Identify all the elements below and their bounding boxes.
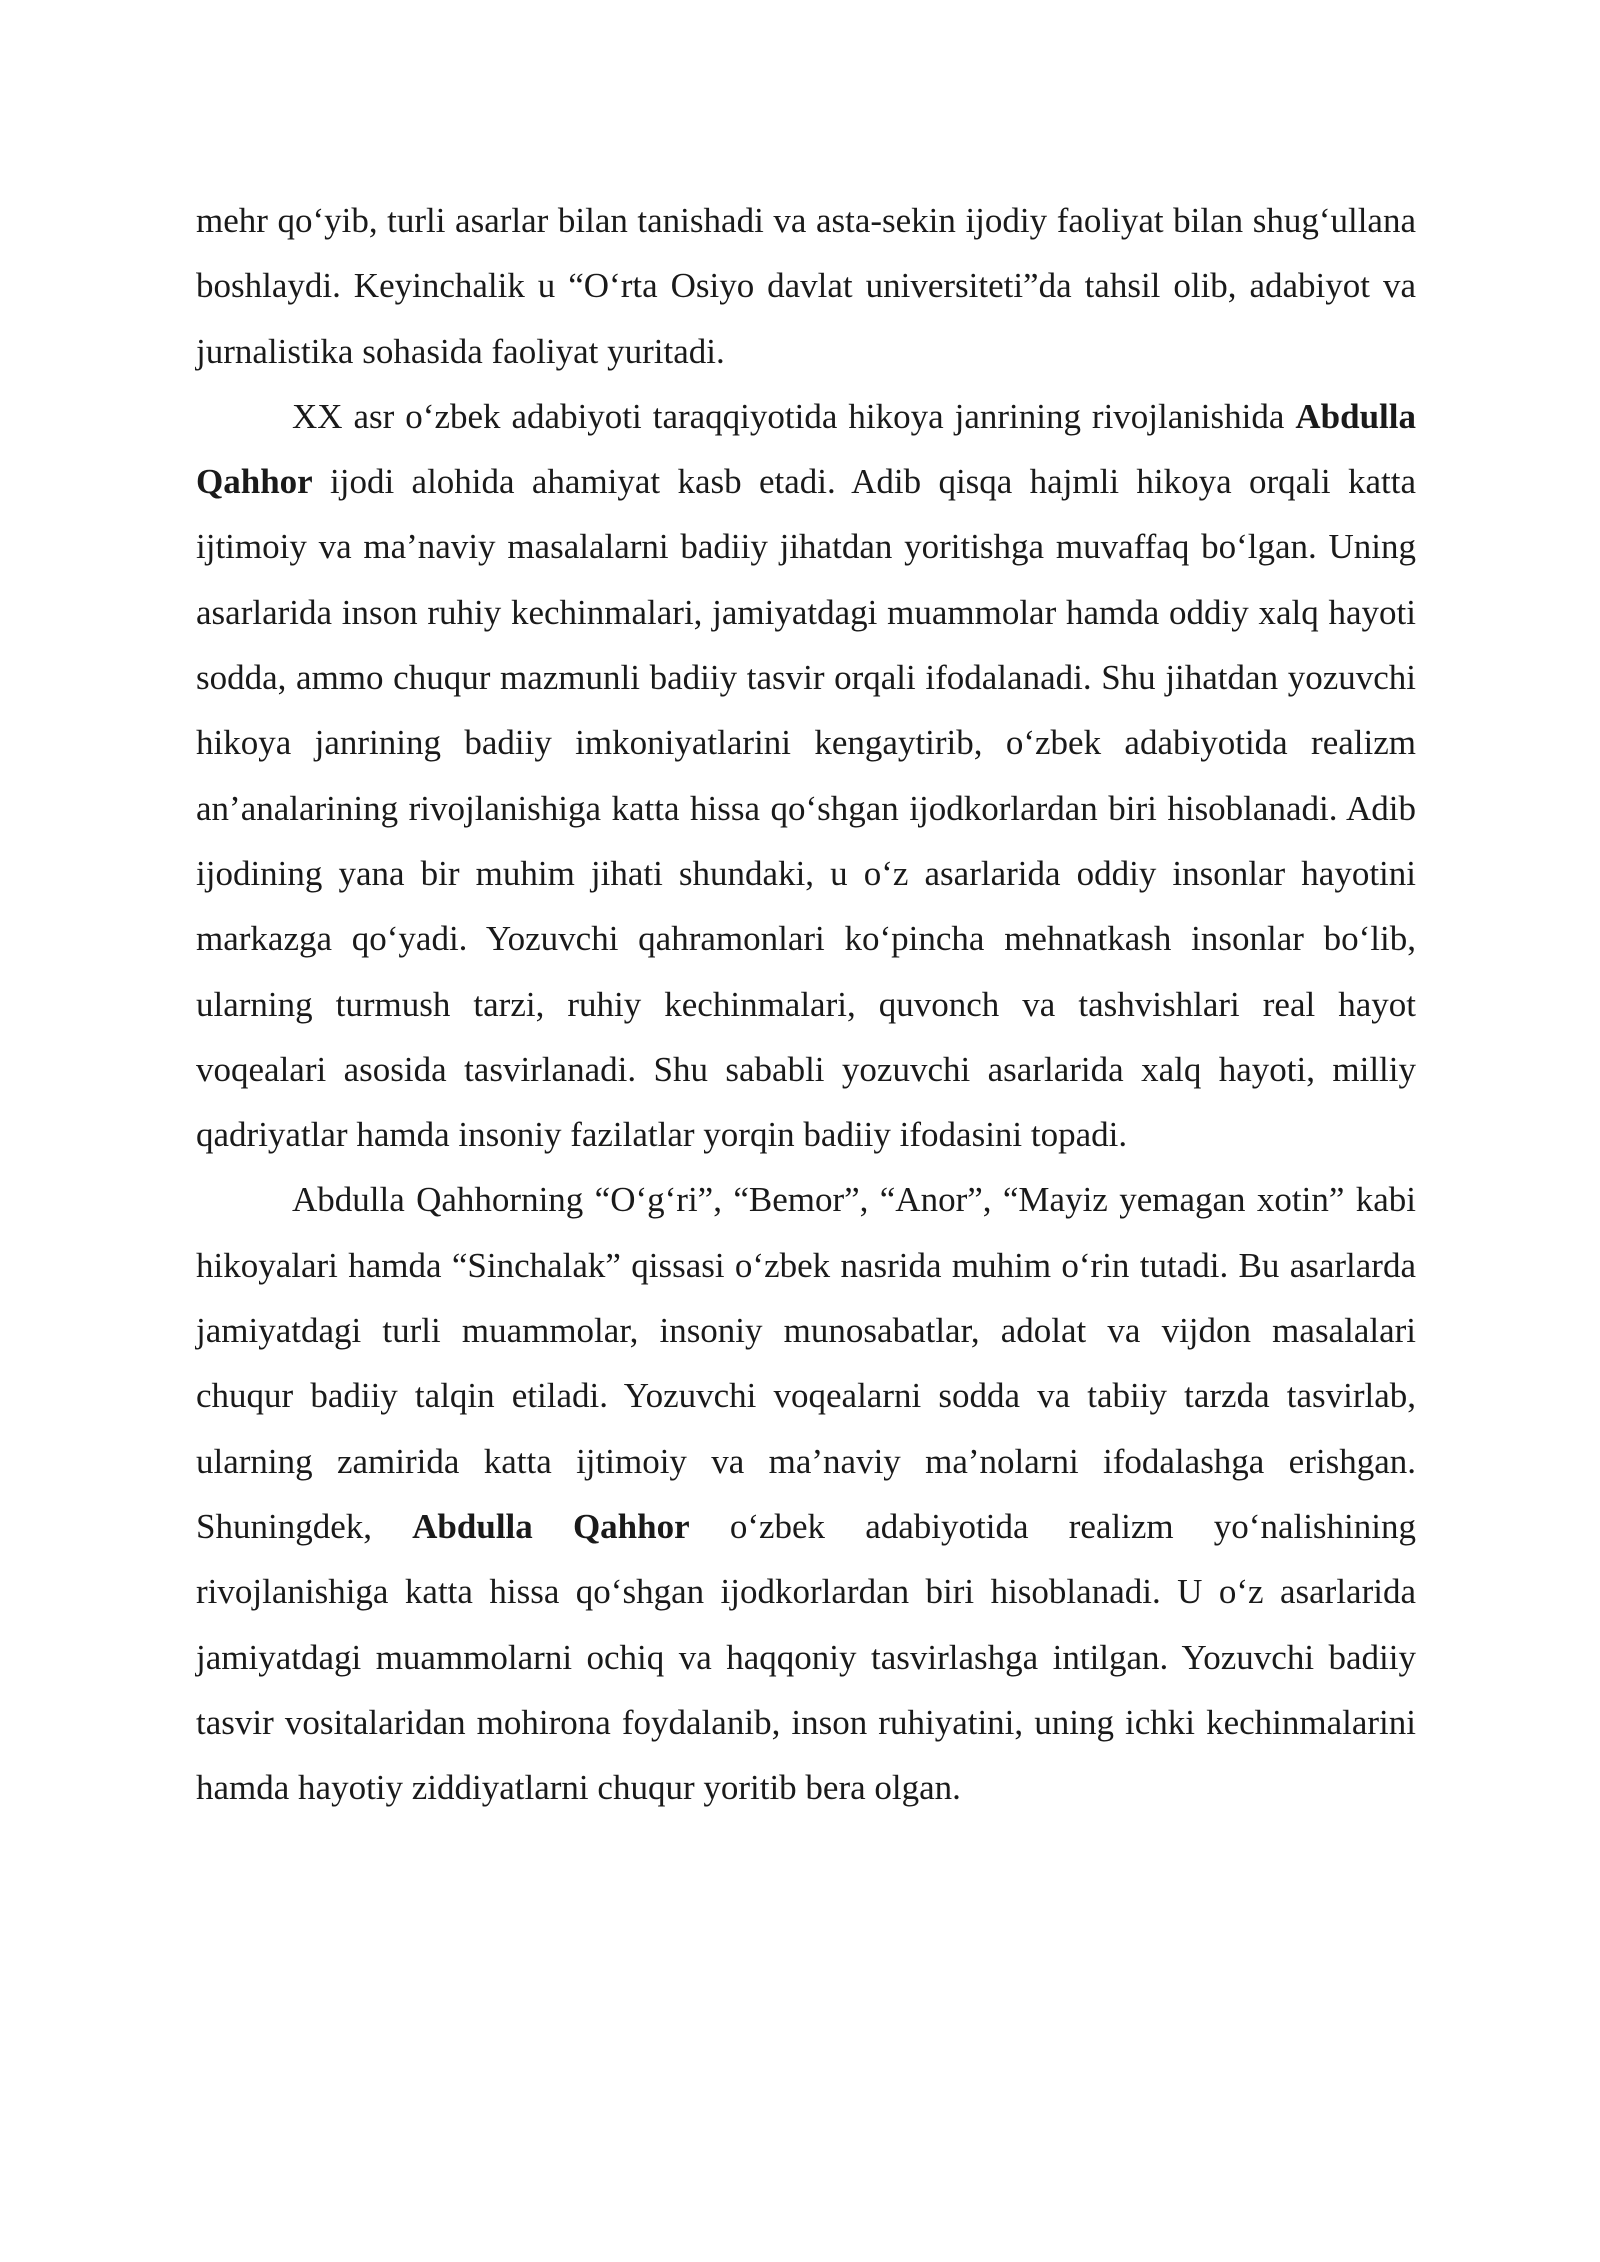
author-name-bold: Abdulla Qahhor <box>412 1506 690 1546</box>
paragraph-text-segment: ijodi alohida ahamiyat kasb etadi. Adib qisqa hajmli hikoya orqali katta ijtimoiy va ma’naviy masalalarni badiiy jihatdan yoritishga muvaffaq bo‘lgan. Uning asarlarida inson ruhiy kechinmalari, jamiyatdagi muammolar hamda oddiy xalq hayoti sodda, ammo chuqur mazmunli badiiy tasvir orqali ifodalanadi. Shu jihatdan yozuvchi hikoya janrining badiiy imkoniyatlarini kengaytirib, o‘zbek adabiyotida realizm an’analarining rivojlanishiga katta hissa qo‘shgan ijodkorlardan biri hisoblanadi. Adib ijodining yana bir muhim jihati shundaki, u o‘z asarlarida oddiy insonlar hayotini markazga qo‘yadi. Yozuvchi qahramonlari ko‘pincha mehnatkash insonlar bo‘lib, ularning turmush tarzi, ruhiy kechinmalari, quvonch va tashvishlari real hayot voqealari asosida tasvirlanadi. Shu sababli yozuvchi asarlarida xalq hayoti, milliy qadriyatlar hamda insoniy fazilatlar yorqin badiiy ifodasini topadi. <box>196 462 1416 1155</box>
paragraph-text-segment: o‘zbek adabiyotida realizm yo‘nalishining rivojlanishiga katta hissa qo‘shgan ijodkorlardan biri hisoblanadi. U o‘z asarlarida jamiyatdagi muammolarni ochiq va haqqoniy tasvirlashga intilgan. Yozuvchi badiiy tasvir vositalaridan mohirona foydalanib, inson ruhiyatini, uning ichki kechinmalarini hamda hayotiy ziddiyatlarni chuqur yoritib bera olgan. <box>196 1506 1417 1808</box>
paragraph-continuation: mehr qo‘yib, turli asarlar bilan tanishadi va asta-sekin ijodiy faoliyat bilan shug‘ullana boshlaydi. Keyinchalik u “O‘rta Osiyo davlat universiteti”da tahsil olib, adabiyot va jurnalistika sohasida faoliyat yuritadi. <box>196 201 1416 371</box>
paragraph-text-segment: XX asr o‘zbek adabiyoti taraqqiyotida hikoya janrining rivojlanishida <box>292 396 1296 436</box>
paragraph-text-segment: Abdulla Qahhorning “O‘g‘ri”, “Bemor”, “Anor”, “Mayiz yemagan xotin” kabi hikoyalari hamda “Sinchalak” qissasi o‘zbek nasrida muhim o‘rin tutadi. Bu asarlarda jamiyatdagi turli muammolar, insoniy munosabatlar, adolat va vijdon masalalari chuqur badiiy talqin etiladi. Yozuvchi voqealarni sodda va tabiiy tarzda tasvirlab, ularning zamirida katta ijtimoiy va ma’naviy ma’nolarni ifodalashga erishgan. Shuningdek, <box>196 1180 1416 1546</box>
author-name-bold: Abdulla Qahhor <box>196 396 1416 502</box>
paragraph-abdulla-qahhor-works <box>196 1167 1416 1820</box>
paragraph-abdulla-qahhor-hikoya <box>196 384 1416 1168</box>
document-page <box>196 188 1416 1820</box>
